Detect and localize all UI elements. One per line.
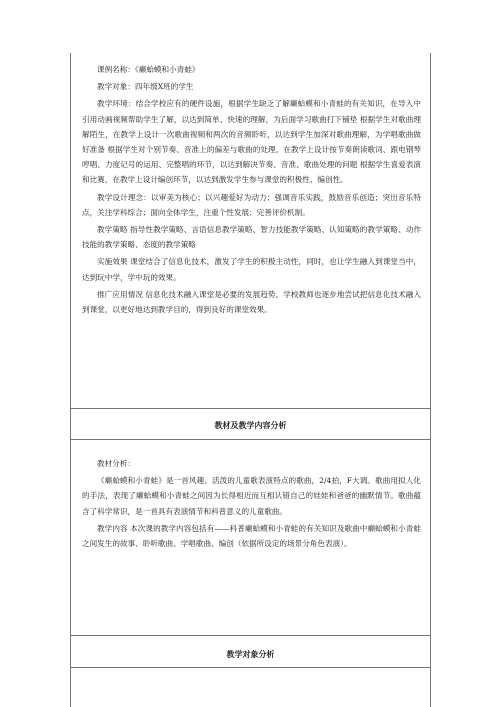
teaching-content: 教学内容 本次课的教学内容包括有——科普癞蛤蟆和小青蛙的有关知识及歌曲中癞蛤蟆和小青蛙之间发生的故事、聆听歌曲、学唱歌曲、编创（依据所设定的场景分角色表演）。 <box>82 523 421 549</box>
row-divider <box>70 439 431 440</box>
materials-analysis-label: 教材分析： <box>97 459 135 468</box>
students-analysis-header: 教学对象分析 <box>226 649 275 659</box>
teaching-strategy: 教学策略 指导性教学策略、言语信息教学策略、智力技能教学策略、认知策略的教学策略、动作技能的教学策略、态度的教学策略 <box>82 225 421 250</box>
implementation-effect: 实施效果 课堂结合了信息化技术，激发了学生的积极主动性，同时，也让学生融入到课堂当中，达到玩中学，学中玩的效果。 <box>82 257 421 282</box>
table-frame <box>70 53 431 707</box>
materials-analysis-text: 《癞蛤蟆和小青蛙》是一首风趣、活泼的儿童歌表演特点的歌曲，2/4拍，F大调。歌曲用拟人化的手法，表现了癞蛤蟆和小青蛙之间因为长得相近而互相认错自己的娃娃和爸爸的幽默情节。歌曲蕴含了科学常识，是一首具有表演情节和科普意义的儿童歌曲。 <box>82 476 421 516</box>
materials-analysis-header: 教材及教学内容分析 <box>214 420 287 430</box>
course-name: 课例名称：《癞蛤蟆和小青蛙》 <box>97 65 200 74</box>
row-divider <box>70 408 431 409</box>
design-concept: 教学设计理念：以审美为核心；以兴趣爱好为动力；强调音乐实践，鼓励音乐创造；突出音乐特点，关注学科综合；面向全体学生，注重个性发展；完善评价机制。 <box>82 192 421 217</box>
teaching-environment: 教学环境：结合学校应有的硬件设施，根据学生缺乏了解癞蛤蟆和小青蛙的有关知识，在导入中引用动画视频帮助学生了解，以达到简单、快速的理解，为后面学习歌曲打下铺垫 根据学生对歌曲理解陌生，在教学上设计一次歌曲视频和两次的音频聆听，以达到学生加深对歌曲理解，为学唱歌曲做好准备 根据学生对个别节奏、音准上的偏差与歌曲的处理，在教学上设计按节奏朗读歌词、跟电钢琴哼唱、力度记号的运用、完整唱的环节，以达到解决节奏、音准、歌曲处理的问题 根据学生喜爱表演和比赛，在教学上设计编创环节，以达到激发学生参与课堂的积极性、编创性。 <box>82 99 421 185</box>
table-left-border <box>70 53 71 707</box>
materials-analysis-section <box>82 456 421 553</box>
promotion-status: 推广应用情况 信息化技术融入课堂是必要的发展趋势，学校教师也逐步地尝试把信息化技术融入到课堂，以更好地达到教学目的，得到良好的课堂效果。 <box>82 289 421 315</box>
table-right-border <box>430 53 431 707</box>
row-divider <box>70 667 431 668</box>
course-info-section <box>82 62 421 319</box>
row-divider <box>70 635 431 636</box>
teaching-target: 教学对象：四年级X班的学生 <box>97 82 194 92</box>
